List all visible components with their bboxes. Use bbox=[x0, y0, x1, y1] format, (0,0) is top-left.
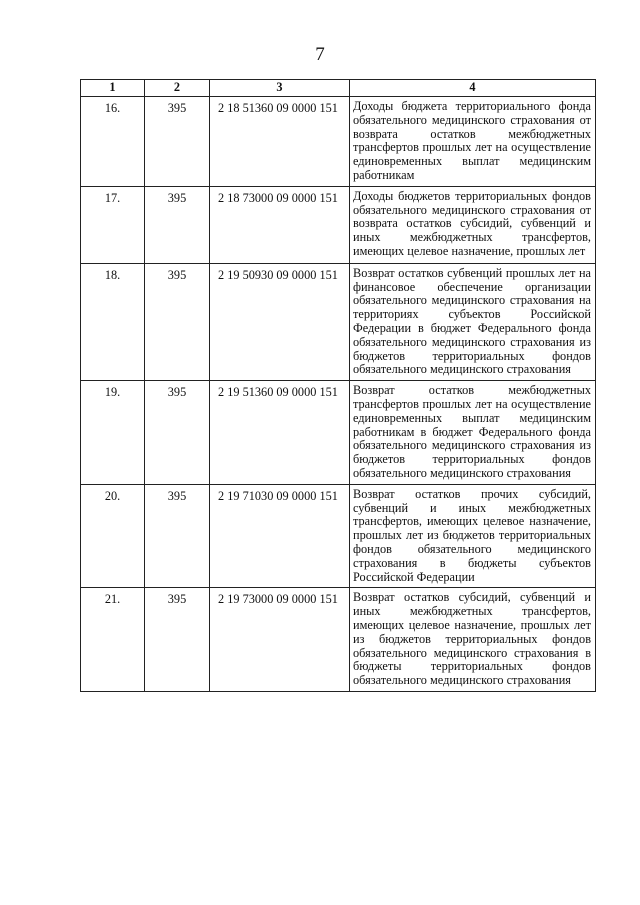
table-row bbox=[81, 588, 596, 692]
budget-code: 2 19 50930 09 0000 151 bbox=[210, 263, 350, 380]
table-row bbox=[81, 97, 596, 187]
code-description: Доходы бюджета территориального фонда обязательного медицинского страхования от возврата остатков межбюджетных трансфертов прошлых лет на осуществление единовременных выплат медицинским работникам bbox=[350, 97, 596, 187]
table-row bbox=[81, 381, 596, 485]
table-row bbox=[81, 484, 596, 588]
row-number: 19. bbox=[81, 381, 145, 485]
chapter-code: 395 bbox=[145, 588, 210, 692]
page-number: 7 bbox=[315, 44, 325, 65]
chapter-code: 395 bbox=[145, 97, 210, 187]
chapter-code: 395 bbox=[145, 381, 210, 485]
column-header-3: 3 bbox=[210, 80, 350, 97]
column-header-1: 1 bbox=[81, 80, 145, 97]
table-row bbox=[81, 263, 596, 380]
row-number: 21. bbox=[81, 588, 145, 692]
row-number: 16. bbox=[81, 97, 145, 187]
column-header-4: 4 bbox=[350, 80, 596, 97]
budget-code: 2 18 73000 09 0000 151 bbox=[210, 186, 350, 263]
column-header-2: 2 bbox=[145, 80, 210, 97]
table-row bbox=[81, 186, 596, 263]
code-description: Возврат остатков субвенций прошлых лет на финансовое обеспечение организации обязательного медицинского страхования на территориях субъектов Российской Федерации в бюджет Федерального фонда обязательного медицинского страхования из бюджетов территориальных фондов обязательного медицинского страхования bbox=[350, 263, 596, 380]
code-description: Возврат остатков межбюджетных трансфертов прошлых лет на осуществление единовременных выплат медицинским работникам в бюджет Федерального фонда обязательного медицинского страхования из бюджетов территориальных фондов обязательного медицинского страхования bbox=[350, 381, 596, 485]
row-number: 17. bbox=[81, 186, 145, 263]
chapter-code: 395 bbox=[145, 263, 210, 380]
budget-code: 2 19 71030 09 0000 151 bbox=[210, 484, 350, 588]
budget-code: 2 18 51360 09 0000 151 bbox=[210, 97, 350, 187]
budget-code: 2 19 73000 09 0000 151 bbox=[210, 588, 350, 692]
row-number: 20. bbox=[81, 484, 145, 588]
row-number: 18. bbox=[81, 263, 145, 380]
budget-code: 2 19 51360 09 0000 151 bbox=[210, 381, 350, 485]
chapter-code: 395 bbox=[145, 484, 210, 588]
code-description: Возврат остатков прочих субсидий, субвенций и иных межбюджетных трансфертов, имеющих целевое назначение, прошлых лет из бюджетов территориальных фондов обязательного медицинского страхования в бюджеты субъектов Российской Федерации bbox=[350, 484, 596, 588]
header-row bbox=[81, 80, 596, 97]
chapter-code: 395 bbox=[145, 186, 210, 263]
code-description: Возврат остатков субсидий, субвенций и иных межбюджетных трансфертов, имеющих целевое назначение, прошлых лет из бюджетов территориальных фондов обязательного медицинского страхования в бюджеты территориальных фондов обязательного медицинского страхования bbox=[350, 588, 596, 692]
code-description: Доходы бюджетов территориальных фондов обязательного медицинского страхования от возврата остатков субсидий, субвенций и иных межбюджетных трансфертов, имеющих целевое назначение, прошлых лет bbox=[350, 186, 596, 263]
budget-codes-table bbox=[80, 79, 596, 692]
